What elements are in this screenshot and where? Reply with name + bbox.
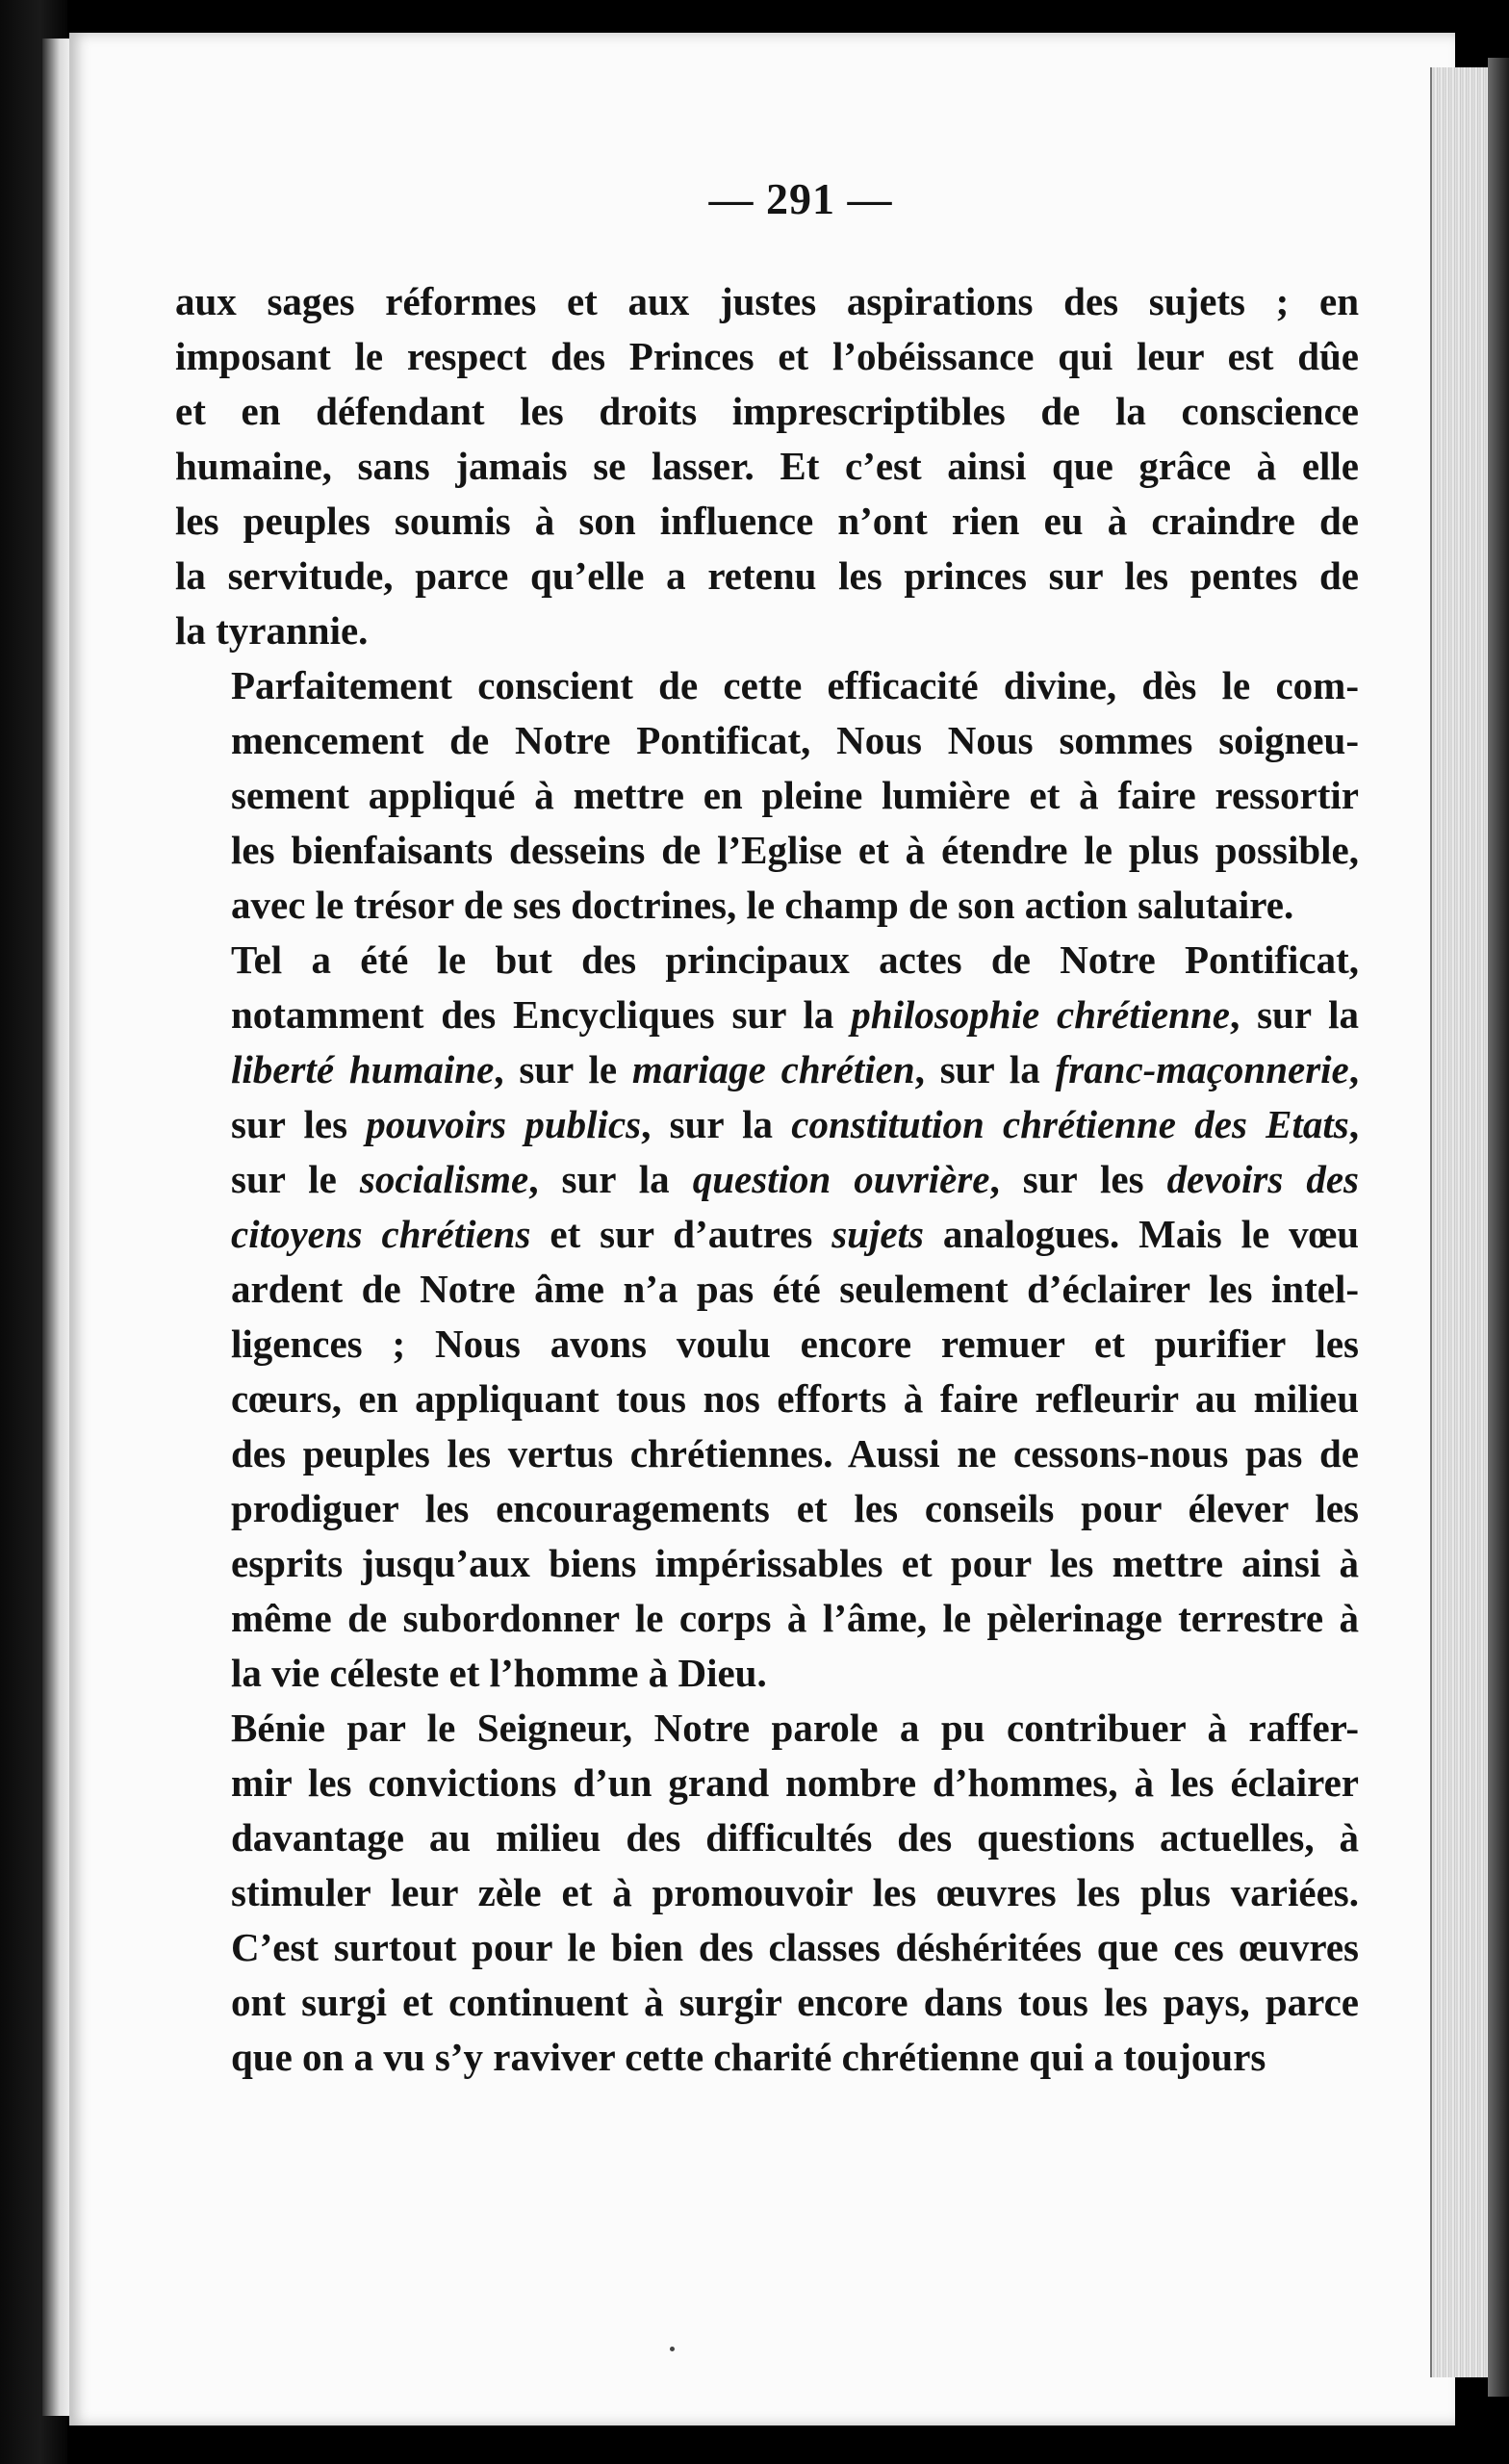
text-line: davantage au milieu des difficultés des questions actuelles, à — [231, 1815, 1359, 1860]
text-line: et en défendant les droits imprescriptibles de la conscience — [175, 389, 1359, 433]
text-line: Parfaitement conscient de cette efficacité divine, dès le com- — [231, 663, 1359, 707]
text-line: les bienfaisants desseins de l’Eglise et à étendre le plus possible, — [231, 828, 1359, 872]
text-line: la servitude, parce qu’elle a retenu les princes sur les pentes de — [175, 553, 1359, 598]
text-line: sur les pouvoirs publics, sur la constitution chrétienne des Etats, — [231, 1102, 1359, 1146]
paragraph — [175, 1701, 1359, 2085]
text-line: Tel a été le but des principaux actes de Notre Pontificat, — [231, 937, 1359, 982]
text-line: citoyens chrétiens et sur d’autres sujets analogues. Mais le vœu — [231, 1212, 1360, 1256]
text-line: mencement de Notre Pontificat, Nous Nous sommes soigneu- — [231, 718, 1359, 762]
text-line: sement appliqué à mettre en pleine lumière et à faire ressortir — [231, 773, 1359, 817]
body-text — [175, 274, 1359, 2085]
text-line: la tyrannie. — [175, 608, 369, 653]
text-line: avec le trésor de ses doctrines, le champ de son action salutaire. — [231, 883, 1294, 927]
paragraph — [175, 933, 1359, 1701]
text-line: stimuler leur zèle et à promouvoir les œuvres les plus variées. — [231, 1870, 1359, 1914]
text-line: imposant le respect des Princes et l’obéissance qui leur est dûe — [175, 334, 1359, 378]
text-line: la vie céleste et l’homme à Dieu. — [231, 1651, 767, 1695]
text-line: liberté humaine, sur le mariage chrétien, sur la franc-maçonnerie, — [231, 1047, 1359, 1091]
text-line: ardent de Notre âme n’a pas été seulement d’éclairer les intel- — [231, 1267, 1359, 1311]
left-page-edge — [42, 38, 71, 2416]
text-line: esprits jusqu’aux biens impérissables et pour les mettre ainsi à — [231, 1541, 1359, 1585]
text-line: notamment des Encycliques sur la philosophie chrétienne, sur la — [231, 992, 1360, 1037]
text-line: prodiguer les encouragements et les conseils pour élever les — [231, 1486, 1359, 1530]
text-line: même de subordonner le corps à l’âme, le pèlerinage terrestre à — [231, 1596, 1359, 1640]
text-line: des peuples les vertus chrétiennes. Aussi ne cessons-nous pas de — [231, 1431, 1359, 1476]
paragraph — [175, 658, 1359, 933]
text-line: que on a vu s’y raviver cette charité chrétienne qui a toujours — [231, 2035, 1266, 2079]
text-line: les peuples soumis à son influence n’ont rien eu à craindre de — [175, 499, 1359, 543]
text-line: humaine, sans jamais se lasser. Et c’est ainsi que grâce à elle — [175, 444, 1359, 488]
text-line: mir les convictions d’un grand nombre d’hommes, à les éclairer — [231, 1760, 1359, 1805]
page-number: — 291 — — [708, 174, 893, 223]
text-line: Bénie par le Seigneur, Notre parole a pu contribuer à raffer- — [231, 1706, 1359, 1750]
page-edge — [1430, 67, 1490, 2377]
text-block — [175, 173, 1359, 2085]
page-edge-shadow — [1488, 58, 1509, 2397]
page — [69, 33, 1455, 2426]
text-line: aux sages réformes et aux justes aspirations des sujets ; en — [175, 279, 1359, 323]
text-line: ont surgi et continuent à surgir encore dans tous les pays, parce — [231, 1980, 1359, 2024]
text-line: cœurs, en appliquant tous nos efforts à faire refleurir au milieu — [231, 1376, 1359, 1421]
text-line: ligences ; Nous avons voulu encore remuer et purifier les — [231, 1322, 1359, 1366]
text-line: C’est surtout pour le bien des classes déshéritées que ces œuvres — [231, 1925, 1359, 1969]
text-line: sur le socialisme, sur la question ouvrière, sur les devoirs des — [231, 1157, 1359, 1201]
print-speck — [670, 2347, 675, 2351]
paragraph — [175, 274, 1359, 658]
